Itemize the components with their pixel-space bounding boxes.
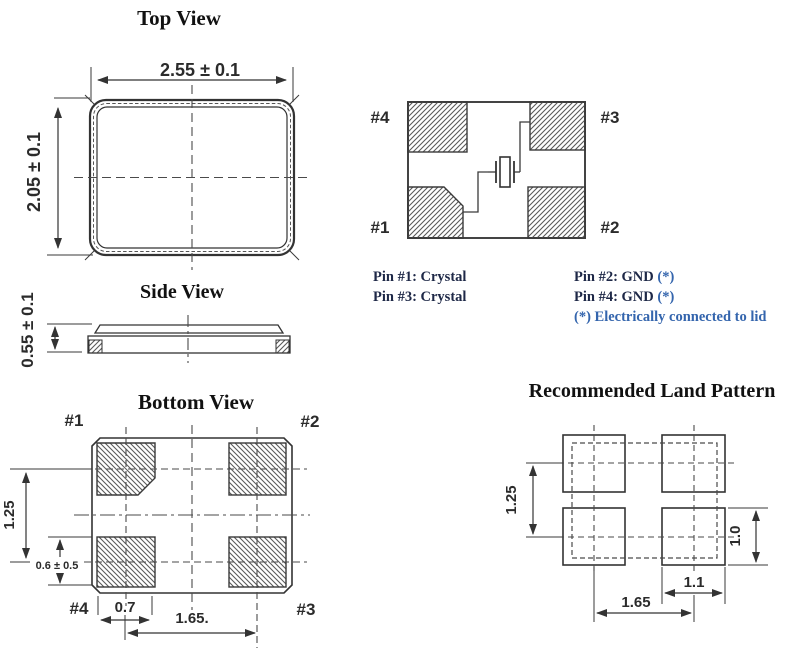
schematic-pad-4: [408, 102, 467, 152]
bottom-view-title: Bottom View: [137, 390, 255, 414]
bottom-view-pin4-label: #4: [69, 599, 89, 618]
schematic-pad-2: [528, 187, 585, 238]
bottom-view-pin3-label: #3: [296, 600, 316, 619]
side-view-height-dimension: [18, 292, 92, 368]
package-body: [88, 336, 290, 353]
top-view-height-label: 2.05 ± 0.1: [24, 132, 44, 212]
bottom-view-pad-height-dimension: [36, 537, 92, 585]
bottom-view-pitch-horizontal-dimension: [128, 610, 255, 633]
land-pattern-drawing: [490, 408, 812, 643]
side-view-package: [88, 315, 290, 363]
lid-footnote: (*) Electrically connected to lid: [574, 309, 767, 325]
crystal-body: [500, 157, 510, 187]
pin4-function-star: (*): [657, 289, 675, 305]
top-view-width-dimension: [91, 60, 293, 102]
schematic-pin4-label: #4: [370, 108, 390, 127]
land-pattern-pads: [548, 425, 737, 575]
corner-tick: [290, 251, 299, 260]
pin4-function: [574, 287, 766, 307]
pin4-function-text: Pin #4: GND: [574, 289, 658, 305]
side-view-title: Side View: [140, 281, 224, 303]
terminal-pad-left: [89, 340, 102, 353]
terminal-pad-right: [276, 340, 289, 353]
connection-schematic: [360, 60, 650, 250]
package-lid: [95, 325, 283, 333]
land-pitch-v-label: 1.25: [503, 485, 520, 515]
corner-tick: [290, 95, 299, 104]
bottom-view-pin1-label: #1: [64, 411, 84, 430]
land-pad-width-label: 1.1: [683, 574, 705, 591]
land-pad-height-dimension: [727, 508, 768, 565]
side-view-drawing: [0, 270, 340, 380]
land-pitch-horizontal-dimension: [594, 567, 694, 622]
bottom-view-pin2-label: #2: [300, 412, 320, 431]
schematic-pin1-label: #1: [370, 218, 390, 237]
bottom-view-pitch-v-label: 1.25: [1, 500, 18, 530]
schematic-pad-3: [530, 102, 585, 150]
land-pattern-title: Recommended Land Pattern: [528, 380, 776, 402]
pin-function-right-column: [574, 267, 766, 327]
pin2-function-star: (*): [657, 269, 675, 285]
bottom-view-pad-height-label: 0.6 ± 0.5: [35, 560, 79, 572]
land-pitch-h-label: 1.65: [621, 594, 651, 611]
pin-function-left-column: [373, 267, 466, 307]
top-view-width-label: 2.55 ± 0.1: [160, 60, 240, 80]
land-pad-height-label: 1.0: [727, 525, 744, 547]
land-pitch-vertical-dimension: [503, 463, 563, 537]
bottom-view-drawing: [0, 408, 340, 666]
top-view-package: [74, 85, 310, 270]
pin1-function: Pin #1: Crystal: [373, 269, 467, 285]
schematic-pin2-label: #2: [600, 218, 620, 237]
pin2-function-text: Pin #2: GND: [574, 269, 658, 285]
top-view-height-dimension: [24, 98, 93, 255]
pin3-function: Pin #3: Crystal: [373, 289, 467, 305]
top-view-drawing: [0, 40, 340, 285]
bottom-view-pad-width-label: 0.7: [114, 599, 136, 616]
side-view-height-label: 0.55 ± 0.1: [18, 292, 37, 368]
top-view-title: Top View: [137, 6, 221, 30]
pin2-function: [574, 267, 766, 287]
schematic-pin3-label: #3: [600, 108, 620, 127]
bottom-view-pitch-h-label: 1.65.: [175, 610, 209, 627]
corner-tick: [85, 95, 94, 104]
